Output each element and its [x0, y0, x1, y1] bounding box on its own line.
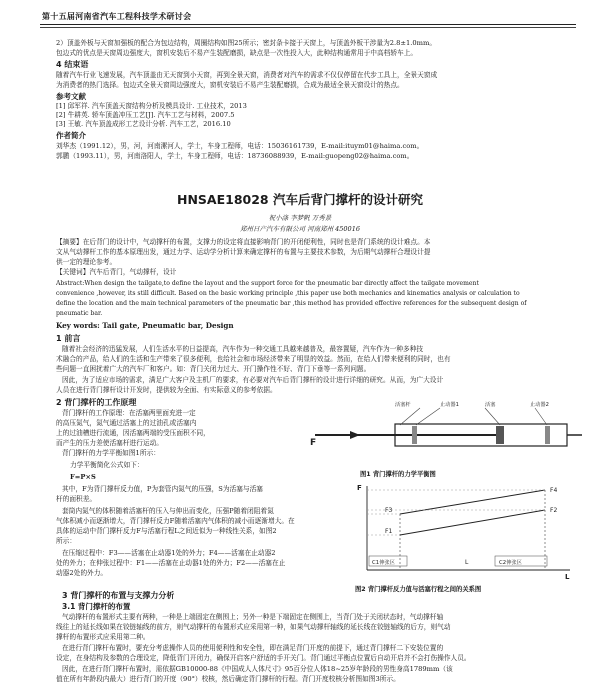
section-3-1-heading: 3.1 背门撑杆的布置 [62, 602, 131, 611]
y-axis-label: F [357, 484, 362, 492]
article-title: HNSAE18028 汽车后背门撑杆的设计研究 [177, 192, 423, 207]
author-bio: 刘华杰（1991.12），男，河，河南漯河人，学士，车身工程师，电话：15036161739，E-mail:ituym01@haima.com。 [56, 142, 424, 150]
s2-line: 处的外力；在伸张过程中：F1——活塞在止动器1处的外力；F2——活塞在止 [56, 559, 286, 567]
abstract-cn-line: 【摘要】在后背门的设计中，气动撑杆的布置，支撑力的设定将直接影响背门的开闭便利性，同时也是背门系统的设计难点。本 [56, 238, 431, 246]
label-stopper-1: 止动器1 [440, 402, 459, 408]
s31-line: 在进行背门撑杆布置时，要充分考虑操作人员的使用便利性和安全性，即在满足背门开度的前提下，通过背门撑杆二下安装位置的 [62, 644, 444, 652]
author-bio: 郭鹏（1993.11），男，河南洛阳人，学士，车身工程师，电话：18736088939，E-mail:guopeng02@haima.com。 [56, 152, 414, 160]
figure-1-diagram [300, 398, 585, 466]
article-affiliation: 郑州日产汽车有限公司 河南郑州 450016 [240, 225, 360, 233]
section-2-heading: 2 背门撑杆的工作原理 [56, 398, 137, 407]
label-stopper-2: 止动器2 [530, 402, 549, 408]
label-F1: F1 [385, 528, 393, 535]
label-F2: F2 [550, 507, 558, 514]
figure-1-caption: 图1 背门撑杆的力学平衡图 [360, 471, 436, 478]
label-L: L [465, 559, 469, 566]
keywords-cn: 【关键词】汽车后背门，气动撑杆，设计 [56, 268, 177, 276]
label-c1: C1伸张区 [372, 560, 395, 566]
abstract-en-line: define the location and the main technical parameters of the pneumatic bar ,this method has provided effective references for the subsequent design of [56, 300, 527, 307]
conclusion-line: 为消费者的热门选择。包边式全景天窗周边强度大，窗机安装后不易产生装配磨损，合成为最适全景天窗设计的热点。 [56, 81, 404, 89]
label-c2: C2伸张区 [499, 560, 522, 566]
s2-line: 所示： [56, 537, 77, 545]
piston [496, 426, 504, 444]
label-F4: F4 [550, 487, 558, 494]
s2-line: 动器2处的外力。 [56, 569, 108, 577]
s2-line: 上的过油槽进行流通，因活塞两端的受压面积不同， [56, 429, 210, 437]
s31-line: 设定，在身结构及参数的合理设定，降低背门开闭力，确保开启客户舒适的手开关门。背门通过平衡点位置后自动开启并不会打伤操作人员。 [56, 654, 471, 662]
refs-heading: 参考文献 [56, 92, 86, 101]
label-piston-rod: 活塞杆 [395, 402, 411, 408]
s31-line: 因此，在进行背门撑杆布置时，需依据GB10000-88《中国成人人体尺寸》95百分位人体18~25岁年龄段的男性身高1789mm（该 [62, 665, 453, 673]
formula: F=P×S [70, 473, 96, 481]
ref-item: [2] 牛耕英. 轿车顶盖冲压工艺[J]. 汽车工艺与材料，2007.5 [56, 111, 235, 119]
s1-line: 些问题一直困扰着广大的汽车厂和客户。如：背门关闭力过大、开门操作性不好、背门下垂等一系列问题。 [56, 365, 371, 373]
s2-line: 套筒内氮气的体积随着活塞杆的压入与伸出而变化，压强P随着闭阻着氮 [62, 507, 274, 515]
authors-heading: 作者简介 [56, 131, 86, 140]
s2-line: 而产生的压力差使活塞杆进行运动。 [56, 439, 163, 447]
s31-line: 气动撑杆的布置形式主要有两种，一种是上端固定在侧围上；另外一种是下端固定在侧围上，当背门处于关闭状态时，气动撑杆轴 [62, 613, 444, 621]
keywords-en: Key words: Tail gate, Pneumatic bar, Design [56, 321, 234, 330]
section-1-heading: 1 前言 [56, 334, 81, 343]
header-rule-thin [40, 27, 576, 28]
header-rule [40, 24, 576, 25]
s31-line: 线往上的延长线如果在铰链轴线的前方，则气动撑杆的布置形式应采用第一种，如果气动撑杆轴线的延长线在铰链轴线的后方，则气动 [56, 623, 451, 631]
section-3-heading: 3 背门撑杆的布置与支撑力分析 [62, 591, 175, 600]
s31-line: 值在所有年龄段内最大）进行背门的开度（90°）校核，然后确定背门撑杆的行程。背门开度校核分析图如图3所示。 [56, 675, 400, 683]
ref-item: [1] 邱军祥. 汽车顶盖天窗结构分析及模具设计. 工业技术，2013 [56, 102, 247, 110]
s2-line: 杆的面积差。 [56, 495, 97, 503]
label-F3: F3 [385, 507, 393, 514]
article-authors: 祝小涤 李梦帆 万秀景 [268, 214, 332, 222]
conclusion-heading: 4 结束语 [56, 60, 89, 69]
abstract-cn-line: 供一定的理论参考。 [56, 258, 117, 266]
s1-line: 人员在进行背门撑杆设计开发时，提供较为全面、有实际意义的参考依据。 [56, 386, 277, 394]
stopper-2 [545, 426, 550, 444]
abstract-en-line: convenience ,however, its still difficult. Based on the basic working principle ,this paper use both mechanics and kinematics analysis or calculation to [56, 290, 520, 297]
extension-line [400, 510, 545, 535]
force-label: F [310, 438, 317, 448]
prev-para-line: 包边式的优点是天窗周边强度大，窗机安装后不易产生装配磨损，缺点是一次性投入大，此种结构通常用于中高档轿车上。 [56, 49, 418, 57]
s2-line: 背门撑杆的力学平衡如图1所示： [62, 449, 160, 457]
abstract-en-line: Abstract:When design the tailgate,to define the layout and the support force for the pneumatic bar directly affect the tailgate movement [56, 280, 479, 287]
stopper-1 [412, 426, 417, 444]
s31-line: 撑杆的布置形式应采用第二种。 [56, 633, 150, 641]
s1-line: 因此，为了适应市场的需求，满足广大客户及主机厂的要求，有必要对汽车后背门撑杆的设计进行详细的研究。从而，为广大设计 [62, 376, 444, 384]
s2-line: 气体积减小而逐渐增大，背门撑杆反力F随着活塞内气体积的减小而逐渐增大。在 [56, 517, 295, 525]
s2-line: 背门撑杆的工作原理：在活塞两里面充进一定 [62, 409, 196, 417]
ref-item: [3] 王敏. 汽车顶盖成形工艺设计分析. 汽车工艺，2016.10 [56, 120, 231, 128]
s2-line: 的高压氮气，氮气通过活塞上的过油孔或活塞内 [56, 419, 197, 427]
abstract-cn-line: 文从气动撑杆工作的基本原理出发，通过力学、运动学分析计算来确定撑杆的布置与主要技术参数，为后期气动撑杆合理设计提 [56, 248, 431, 256]
journal-header: 第十五届河南省汽车工程科技学术研讨会 [42, 12, 192, 21]
abstract-en-line: pneumatic bar. [56, 310, 103, 317]
label-piston: 活塞 [485, 402, 496, 408]
prev-para-line: 2）顶盖外板与天窗加强板的配合为包边结构，周圈结构如图25所示；密封条卡接于天窗上，与顶盖外板干涉量为2.8±1.0mm。 [56, 39, 437, 47]
s2-line: 具体的运动中背门撑杆反力F与活塞行程L之间近似为一种线性关系，如图2 [56, 527, 277, 535]
s2-line: 在压缩过程中：F3——活塞在止动器1处的外力；F4——活塞在止动器2 [62, 549, 276, 557]
s2-line: 力学平衡简化公式如下： [70, 461, 144, 469]
figure-2-chart [345, 480, 580, 580]
s2-line: 其中，F为背门撑杆反力值，P为套管内氮气的压强，S为活塞与活塞 [62, 485, 263, 493]
compression-line [400, 490, 545, 514]
s1-line: 随着社会经济的迅猛发展，人们生活水平的日益提高，汽车作为一种交通工具越来越普及，最容置疑，汽车作为一种多种技 [62, 345, 424, 353]
s1-line: 术融合的产品，给人们的生活和生产带来了很多便利，也给社会和市场经济带来了明显的效益。然而，在给人们带来便利的同时，也有 [56, 355, 451, 363]
x-axis-label: L [565, 573, 570, 580]
figure-2-caption: 图2 背门撑杆反力值与活塞行程之间的关系图 [355, 586, 482, 593]
conclusion-line: 随着汽车行业飞速发展，汽车顶盖由无天窗到小天窗，再到全景天窗，消费者对汽车的需求不仅仅停留在代步工具上，全景天窗成 [56, 71, 438, 79]
